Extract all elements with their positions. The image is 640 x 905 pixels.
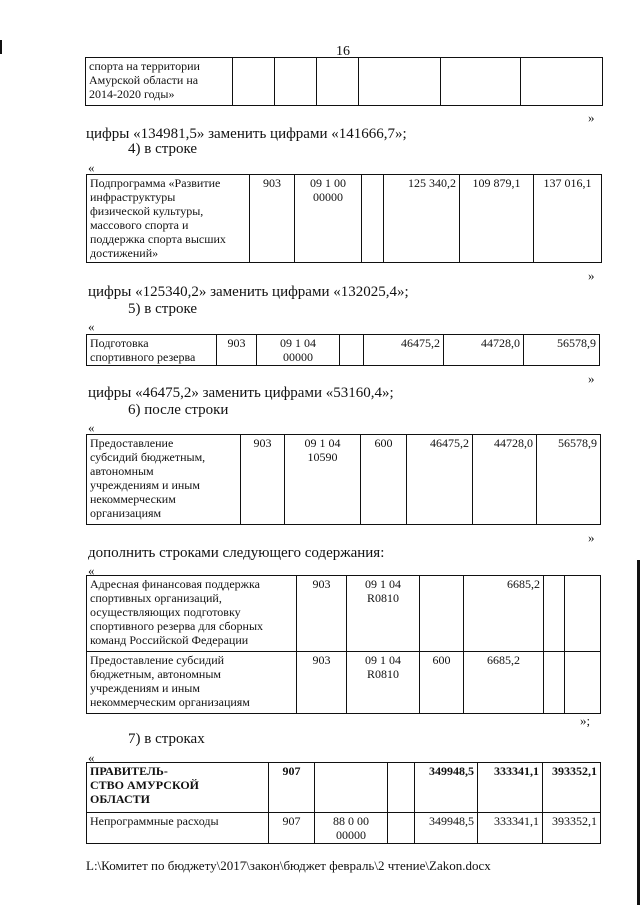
table-government <box>86 762 601 844</box>
row-name-subsidies: Предоставление субсидий бюджетным, автономным учреждениям и иным некоммерческим организациям <box>87 652 297 714</box>
close-quote: » <box>588 371 595 386</box>
subprogram-name: Подпрограмма «Развитие инфраструктуры физической культуры, массового спорта и поддержка спорта высших достижений» <box>87 175 250 263</box>
expense-type: 600 <box>361 435 407 525</box>
amount-2017: 46475,2 <box>407 435 473 525</box>
row-name-government: ПРАВИТЕЛЬ- СТВО АМУРСКОЙ ОБЛАСТИ <box>87 763 269 813</box>
expense-type: 600 <box>420 652 464 714</box>
table-new-rows <box>86 575 601 714</box>
amount-2018: 333341,1 <box>478 813 543 844</box>
amount-2019: 137 016,1 <box>534 175 602 263</box>
amount-2017: 46475,2 <box>364 335 444 366</box>
amount-2017: 349948,5 <box>415 813 478 844</box>
department-code: 903 <box>241 435 285 525</box>
close-quote-semicolon: »; <box>580 713 591 728</box>
row-name-nonprogram: Непрограммные расходы <box>87 813 269 844</box>
paragraph-replace-3: цифры «46475,2» заменить цифрами «53160,4»; <box>88 385 394 401</box>
amount-2019: 56578,9 <box>537 435 601 525</box>
section-code: 09 1 04 00000 <box>257 335 340 366</box>
open-quote: « <box>88 420 95 435</box>
item-6-heading: 6) после строки <box>128 402 229 418</box>
section-code: 09 1 00 00000 <box>295 175 362 263</box>
item-7-heading: 7) в строках <box>128 731 205 747</box>
row-name: Предоставление субсидий бюджетным, автономным учреждениям и иным некоммерческим организациям <box>87 435 241 525</box>
table-sport-reserve <box>86 334 600 366</box>
amount-2019: 56578,9 <box>524 335 600 366</box>
amount-2018: 44728,0 <box>444 335 524 366</box>
item-4-heading: 4) в строке <box>128 141 198 157</box>
footer-file-path: L:\Комитет по бюджету\2017\закон\бюджет февраль\2 чтение\Zakon.docx <box>86 858 491 873</box>
section-code: 09 1 04 R0810 <box>347 652 420 714</box>
close-quote: » <box>588 530 595 545</box>
amount-2017: 6685,2 <box>464 652 544 714</box>
amount-2017: 125 340,2 <box>384 175 460 263</box>
amount-2018: 333341,1 <box>478 763 543 813</box>
section-code: 09 1 04 R0810 <box>347 576 420 652</box>
amount-2019: 393352,1 <box>543 813 601 844</box>
department-code: 903 <box>297 576 347 652</box>
close-quote: » <box>588 268 595 283</box>
amount-2017: 6685,2 <box>464 576 544 652</box>
scan-edge-left <box>0 40 2 54</box>
table-subprogram <box>86 174 602 263</box>
table-subsidies <box>86 434 601 525</box>
row-name-financial-support: Адресная финансовая поддержка спортивных организаций, осуществляющих подготовку спортивного резерва для сборных команд Российской Федерации <box>87 576 297 652</box>
close-quote: » <box>588 110 595 125</box>
department-code: 903 <box>250 175 295 263</box>
table-continuation <box>85 57 603 106</box>
row-name-cell: спорта на территории Амурской области на 2014-2020 годы» <box>86 58 233 106</box>
row-name: Подготовка спортивного резерва <box>87 335 217 366</box>
page-number: 16 <box>336 44 350 59</box>
amount-2018: 109 879,1 <box>460 175 534 263</box>
section-code: 88 0 00 00000 <box>315 813 388 844</box>
paragraph-replace-1: цифры «134981,5» заменить цифрами «141666,7»; <box>86 126 407 142</box>
paragraph-add-rows: дополнить строками следующего содержания: <box>88 545 385 561</box>
open-quote: « <box>88 319 95 334</box>
open-quote: « <box>88 750 95 765</box>
open-quote: « <box>88 563 95 578</box>
department-code: 903 <box>217 335 257 366</box>
amount-2018: 44728,0 <box>473 435 537 525</box>
section-code: 09 1 04 10590 <box>285 435 361 525</box>
amount-2019: 393352,1 <box>543 763 601 813</box>
department-code: 907 <box>269 813 315 844</box>
item-5-heading: 5) в строке <box>128 301 198 317</box>
department-code: 903 <box>297 652 347 714</box>
department-code: 907 <box>269 763 315 813</box>
paragraph-replace-2: цифры «125340,2» заменить цифрами «132025,4»; <box>88 284 409 300</box>
open-quote: « <box>88 160 95 175</box>
amount-2017: 349948,5 <box>415 763 478 813</box>
